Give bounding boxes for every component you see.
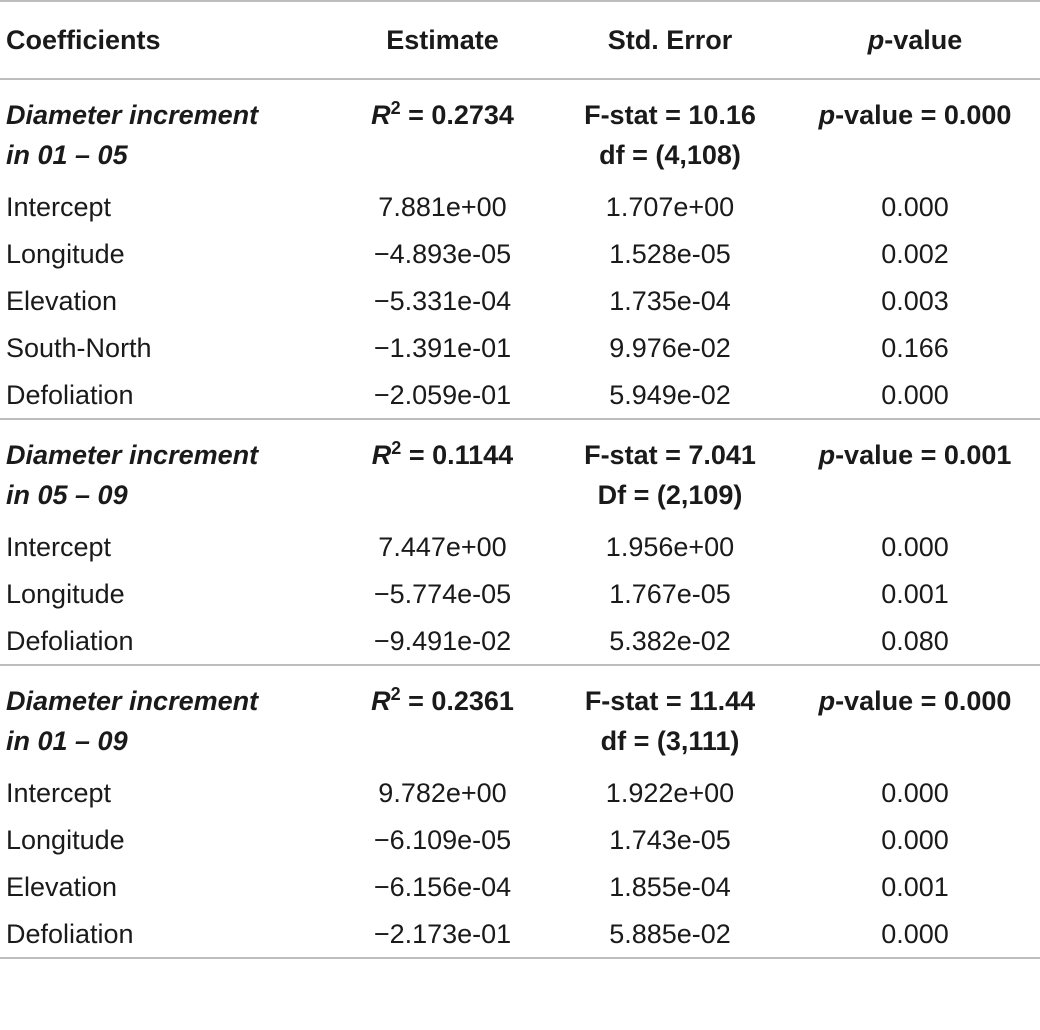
- r2-superscript: 2: [391, 438, 402, 458]
- table-row: [0, 863, 1040, 910]
- row-coefficient-name: Elevation: [6, 285, 118, 316]
- header-estimate: Estimate: [335, 1, 550, 79]
- fstat-value: F-stat = 10.16: [584, 100, 756, 130]
- group-r-squared: [335, 79, 550, 183]
- table-body: [0, 79, 1040, 958]
- row-estimate: 7.447e+00: [378, 531, 507, 562]
- row-std-error: 1.855e-04: [609, 871, 731, 902]
- group-name-line1: Diameter increment: [6, 686, 259, 716]
- group-p-text: -value = 0.000: [835, 100, 1012, 130]
- row-std-error: 5.885e-02: [550, 910, 790, 958]
- row-std-error: 1.956e+00: [605, 531, 735, 562]
- row-p-value: 0.000: [790, 910, 1040, 958]
- row-std-error: 1.707e+00: [605, 191, 735, 222]
- row-p-value: 0.001: [881, 578, 949, 609]
- r2-value: = 0.2734: [400, 100, 514, 130]
- row-coefficient-name: Defoliation: [0, 371, 335, 419]
- row-std-error: 1.767e-05: [609, 578, 731, 609]
- header-p-suffix: -value: [884, 25, 963, 55]
- group-fstat: [550, 665, 790, 769]
- row-coefficient-name: Longitude: [6, 238, 125, 269]
- group-fstat: [550, 419, 790, 523]
- row-estimate: −5.774e-05: [373, 578, 512, 609]
- header-coefficients: Coefficients: [0, 1, 335, 79]
- row-estimate: −5.331e-04: [373, 285, 512, 316]
- row-estimate: −2.173e-01: [335, 910, 550, 958]
- row-std-error: 1.743e-05: [609, 824, 731, 855]
- row-std-error: 5.949e-02: [550, 371, 790, 419]
- row-estimate: 9.782e+00: [378, 777, 507, 808]
- table-row: [0, 277, 1040, 324]
- row-p-value: 0.003: [881, 285, 949, 316]
- table-row: [0, 617, 1040, 665]
- row-estimate: −6.156e-04: [373, 871, 512, 902]
- row-p-value: 0.080: [790, 617, 1040, 665]
- row-std-error: 1.735e-04: [609, 285, 731, 316]
- group-name-line1: Diameter increment: [6, 100, 259, 130]
- header-row: [0, 1, 1040, 79]
- fstat-value: F-stat = 11.44: [584, 686, 756, 716]
- row-p-value: 0.000: [881, 824, 949, 855]
- group-p-value: [790, 665, 1040, 769]
- group-name: [0, 419, 335, 523]
- r2-label: R: [371, 686, 391, 716]
- row-std-error: 1.528e-05: [609, 238, 731, 269]
- row-coefficient-name: Elevation: [6, 871, 118, 902]
- table-row: [0, 816, 1040, 863]
- group-r-squared: [335, 419, 550, 523]
- group-p-italic: p: [818, 100, 836, 130]
- group-name-line2: in 05 – 09: [6, 480, 128, 510]
- row-p-value: 0.001: [881, 871, 949, 902]
- table-row: [0, 371, 1040, 419]
- row-std-error: 9.976e-02: [609, 332, 731, 363]
- row-p-value: 0.002: [881, 238, 949, 269]
- row-p-value: 0.166: [881, 332, 949, 363]
- row-coefficient-name: Defoliation: [0, 910, 335, 958]
- row-std-error: 1.922e+00: [605, 777, 735, 808]
- table-row: [0, 183, 1040, 230]
- r2-superscript: 2: [390, 684, 401, 704]
- row-p-value: 0.000: [790, 371, 1040, 419]
- df-value: df = (4,108): [599, 140, 741, 170]
- table-row: [0, 324, 1040, 371]
- group-header-row: [0, 79, 1040, 183]
- group-p-value: [790, 79, 1040, 183]
- header-p-value: [790, 1, 1040, 79]
- group-name-line2: in 01 – 09: [6, 726, 128, 756]
- row-p-value: 0.000: [881, 191, 949, 222]
- fstat-value: F-stat = 7.041: [584, 440, 756, 470]
- table-row: [0, 230, 1040, 277]
- r2-value: = 0.2361: [400, 686, 514, 716]
- group-p-italic: p: [818, 440, 836, 470]
- row-std-error: 5.382e-02: [550, 617, 790, 665]
- df-value: Df = (2,109): [597, 480, 743, 510]
- row-coefficient-name: Intercept: [6, 777, 112, 808]
- row-p-value: 0.000: [881, 531, 949, 562]
- group-header-row: [0, 665, 1040, 769]
- group-header-row: [0, 419, 1040, 523]
- group-fstat: [550, 79, 790, 183]
- row-estimate: −2.059e-01: [335, 371, 550, 419]
- table-row: [0, 910, 1040, 958]
- row-coefficient-name: Longitude: [6, 578, 125, 609]
- r2-label: R: [371, 440, 392, 470]
- group-name-line2: in 01 – 05: [6, 140, 128, 170]
- df-value: df = (3,111): [600, 726, 740, 756]
- table-row: [0, 523, 1040, 570]
- row-coefficient-name: Defoliation: [0, 617, 335, 665]
- row-estimate: −1.391e-01: [373, 332, 512, 363]
- r2-superscript: 2: [390, 98, 401, 118]
- row-estimate: 7.881e+00: [378, 191, 507, 222]
- table-row: [0, 570, 1040, 617]
- group-r-squared: [335, 665, 550, 769]
- row-p-value: 0.000: [881, 777, 949, 808]
- row-coefficient-name: Intercept: [6, 191, 112, 222]
- header-p-italic: p: [867, 25, 885, 55]
- row-coefficient-name: Longitude: [6, 824, 125, 855]
- group-name: [0, 79, 335, 183]
- row-coefficient-name: South-North: [6, 332, 152, 363]
- header-std-error: Std. Error: [550, 1, 790, 79]
- row-estimate: −6.109e-05: [373, 824, 512, 855]
- row-coefficient-name: Intercept: [6, 531, 112, 562]
- row-estimate: −4.893e-05: [373, 238, 512, 269]
- r2-label: R: [371, 100, 391, 130]
- table-row: [0, 769, 1040, 816]
- group-p-value: [790, 419, 1040, 523]
- row-estimate: −9.491e-02: [335, 617, 550, 665]
- group-p-italic: p: [818, 686, 836, 716]
- group-name-line1: Diameter increment: [6, 440, 259, 470]
- group-p-text: -value = 0.001: [835, 440, 1012, 470]
- r2-value: = 0.1144: [401, 440, 514, 470]
- group-name: [0, 665, 335, 769]
- group-p-text: -value = 0.000: [835, 686, 1012, 716]
